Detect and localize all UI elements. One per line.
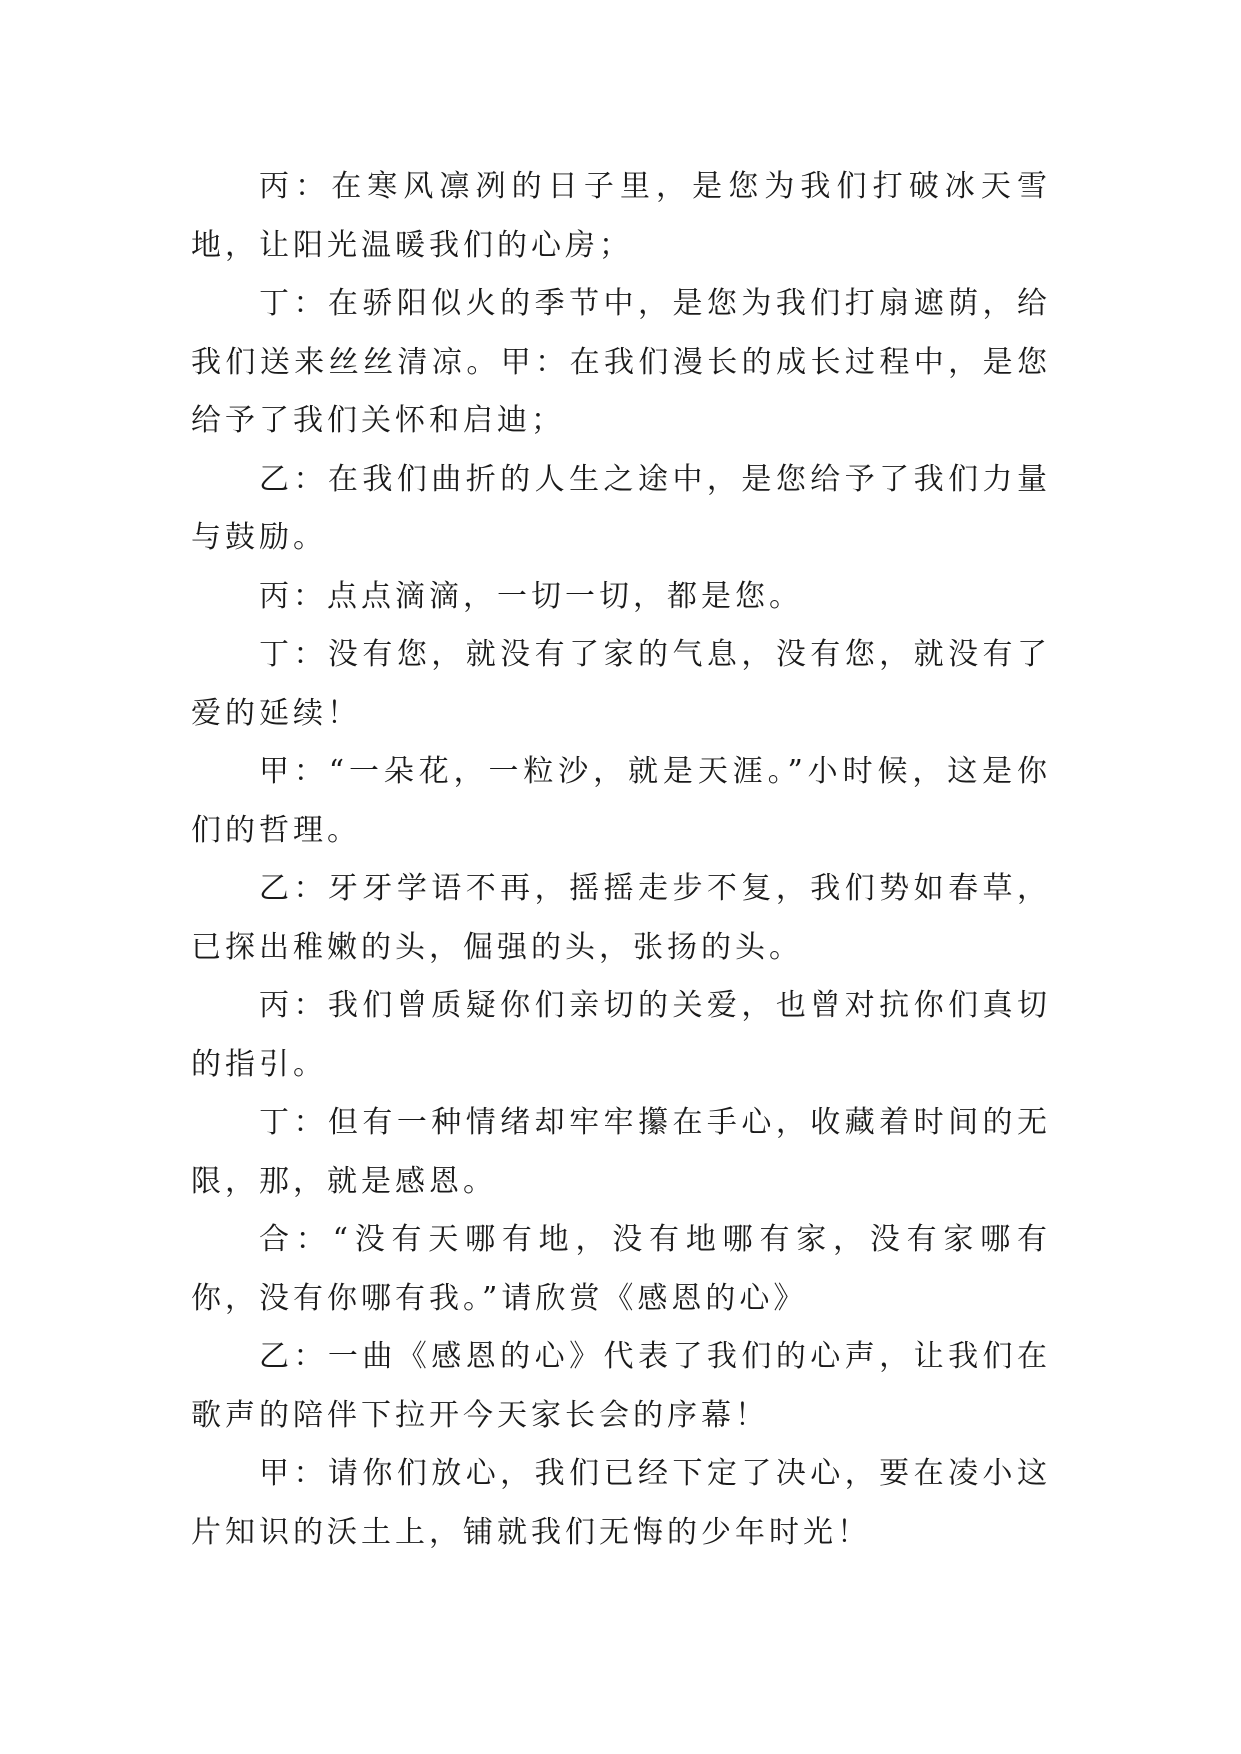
paragraph-1: 丙：在寒风凛冽的日子里，是您为我们打破冰天雪地，让阳光温暖我们的心房； bbox=[191, 169, 1051, 263]
paragraph-12: 甲：请你们放心，我们已经下定了决心，要在凌小这片知识的沃土上，铺就我们无悔的少年时光！ bbox=[191, 1456, 1051, 1550]
paragraph-8: 丙：我们曾质疑你们亲切的关爱，也曾对抗你们真切的指引。 bbox=[191, 988, 1051, 1082]
paragraph-2: 丁：在骄阳似火的季节中，是您为我们打扇遮荫，给我们送来丝丝清凉。甲：在我们漫长的成长过程中，是您给予了我们关怀和启迪； bbox=[191, 286, 1051, 438]
paragraph-7: 乙：牙牙学语不再，摇摇走步不复，我们势如春草，已探出稚嫩的头，倔强的头，张扬的头。 bbox=[191, 871, 1051, 965]
paragraph-10: 合：“没有天哪有地，没有地哪有家，没有家哪有你，没有你哪有我。”请欣赏《感恩的心》 bbox=[191, 1222, 1051, 1316]
paragraph-4: 丙：点点滴滴，一切一切，都是您。 bbox=[259, 578, 803, 614]
script-body bbox=[191, 158, 1051, 1562]
paragraph-9: 丁：但有一种情绪却牢牢攥在手心，收藏着时间的无限，那，就是感恩。 bbox=[191, 1105, 1051, 1199]
paragraph-11: 乙：一曲《感恩的心》代表了我们的心声，让我们在歌声的陪伴下拉开今天家长会的序幕！ bbox=[191, 1339, 1051, 1433]
paragraph-3: 乙：在我们曲折的人生之途中，是您给予了我们力量与鼓励。 bbox=[191, 461, 1051, 555]
paragraph-6: 甲：“一朵花，一粒沙，就是天涯。”小时候，这是你们的哲理。 bbox=[191, 754, 1051, 848]
paragraph-5: 丁：没有您，就没有了家的气息，没有您，就没有了爱的延续！ bbox=[191, 637, 1051, 731]
